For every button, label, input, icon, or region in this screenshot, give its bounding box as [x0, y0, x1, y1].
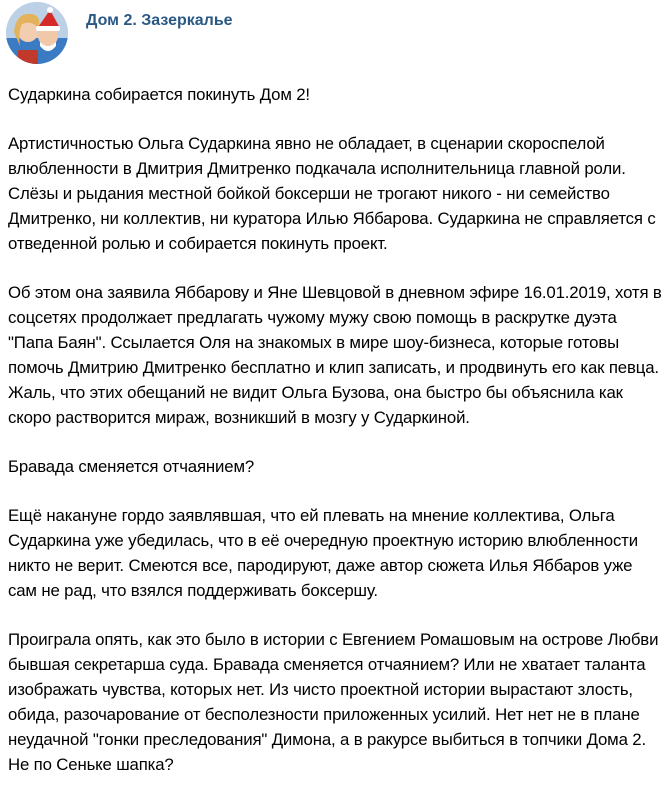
avatar-photo-icon: [6, 2, 68, 64]
post-header: [0, 0, 670, 62]
author-name-link[interactable]: Дом 2. Зазеркалье: [86, 12, 233, 29]
post-paragraph: Артистичностью Ольга Сударкина явно не обладает, в сценарии скороспелой влюбленности в Дмитрия Дмитренко подкачала исполнительница главной роли. Слёзы и рыдания местной бойкой боксерши не трогают никого - ни семейство Дмитренко, ни коллектив, ни куратора Илью Яббарова. Сударкина не справляется с отведенной ролью и собирается покинуть проект.: [8, 134, 656, 253]
post-paragraph: Об этом она заявила Яббарову и Яне Шевцовой в дневном эфире 16.01.2019, хотя в соцсетях продолжает предлагать чужому мужу свою помощь в раскрутке дуэта "Папа Баян". Ссылается Оля на знакомых в мире шоу-бизнеса, которые готовы помочь Дмитрию Дмитренко бесплатно и клип записать, и продвинуть его как певца. Жаль, что этих обещаний не видит Ольга Бузова, она быстро бы объяснила как скоро растворится мираж, возникший в мозгу у Сударкиной.: [8, 283, 662, 427]
post-paragraph: Проиграла опять, как это было в истории с Евгением Ромашовым на острове Любви бывшая секретарша суда. Бравада сменяется отчаянием? Или не хватает таланта изображать чувства, которых нет. Из чисто проектной истории вырастают злость, обида, разочарование от бесполезности приложенных усилий. Нет нет не в плане неудачной "гонки преследования" Димона, а в ракурсе выбиться в топчики Дома 2. Не по Сеньке шапка?: [8, 630, 659, 774]
post-paragraph: Ещё накануне гордо заявлявшая, что ей плевать на мнение коллектива, Ольга Сударкина уже убедилась, что в её очередную проектную историю влюбленности никто не верит. Смеются все, пародируют, даже автор сюжета Илья Яббаров уже сам не рад, что взялся поддерживать боксершу.: [8, 506, 638, 600]
post-subheading: Бравада сменяется отчаянием?: [8, 457, 255, 476]
avatar[interactable]: [6, 2, 68, 64]
post-text: [8, 82, 664, 801]
post-headline: Сударкина собирается покинуть Дом 2!: [8, 85, 310, 104]
